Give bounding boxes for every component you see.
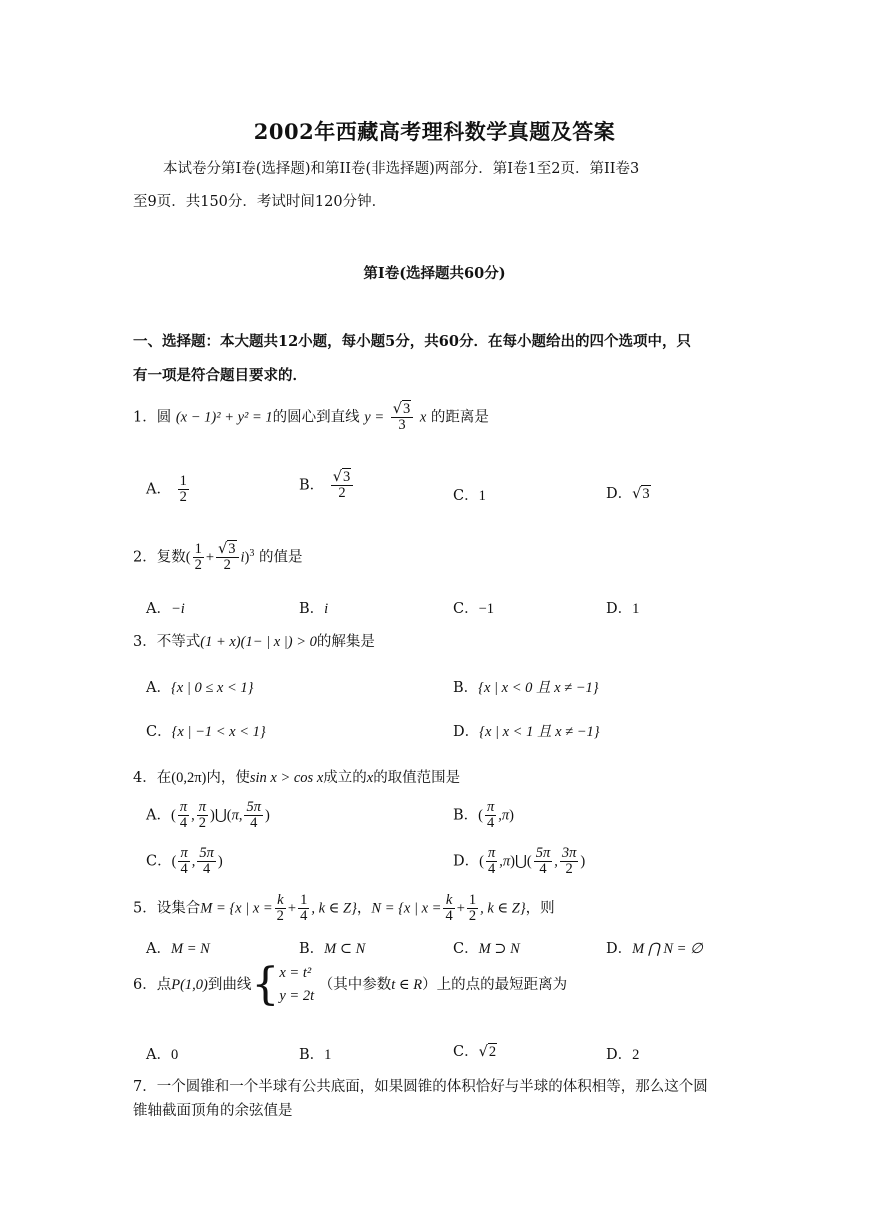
frac-num: π bbox=[179, 799, 188, 815]
frac-den: 2 bbox=[338, 485, 346, 502]
option-text: 0 bbox=[170, 1047, 179, 1063]
option-label: B． bbox=[299, 1047, 325, 1063]
q3-option-d bbox=[453, 720, 600, 741]
math-expression: M = {x | x = bbox=[200, 900, 273, 917]
option-label: C． bbox=[453, 1044, 479, 1060]
frac-num: 1 bbox=[194, 541, 202, 557]
frac-den: 4 bbox=[250, 815, 258, 832]
option-label: A． bbox=[146, 601, 171, 617]
option-text: M ⊂ N bbox=[324, 941, 366, 957]
stem-text: 成立的 bbox=[323, 770, 367, 786]
question-7-line-2: 锥轴截面顶角的余弦值是 bbox=[133, 1103, 293, 1119]
q2-option-c bbox=[453, 597, 494, 618]
question-number: 2． bbox=[133, 549, 157, 566]
option-label: A． bbox=[146, 807, 171, 824]
option-text: M ⋂ N = ∅ bbox=[632, 941, 703, 957]
option-text: M ⊃ N bbox=[478, 941, 520, 957]
stem-text: 设集合 bbox=[156, 900, 201, 917]
option-label: C． bbox=[453, 488, 479, 504]
frac-num: π bbox=[487, 799, 495, 815]
q4-option-a: A．( $\frac{\pi}{4}$ , $\frac{\pi}{2}$ )⋃(π, $\frac{5\pi}{4}$ ) bbox=[146, 799, 270, 832]
fraction: $\frac{√3}{3}$ bbox=[391, 402, 414, 433]
frac-den: 2 bbox=[565, 861, 573, 878]
q6-option-c: C．√2 bbox=[453, 1044, 497, 1060]
math-expression: y = bbox=[364, 409, 385, 426]
option-label: C． bbox=[146, 853, 172, 870]
option-text: M = N bbox=[170, 941, 210, 957]
q1-option-d: D．√3 bbox=[606, 486, 650, 502]
stem-text: 点 bbox=[156, 977, 172, 994]
question-2-stem: 2．复数( $\frac{1}{2}$ + $\frac{√3}{2}$ i)$^3$ 的值是 bbox=[133, 541, 303, 574]
question-number: 6． bbox=[133, 977, 157, 994]
fraction bbox=[193, 542, 204, 573]
frac-num: 5π bbox=[246, 799, 261, 815]
fraction bbox=[486, 846, 497, 877]
fraction bbox=[197, 800, 208, 831]
q3-option-a bbox=[146, 676, 253, 697]
math-variable: π bbox=[502, 853, 511, 870]
math-expression: (x − 1)² + y² = 1 bbox=[175, 409, 273, 426]
option-label: A． bbox=[146, 941, 171, 957]
question-5-stem: 5．设集合M = {x | x = $\frac{k}{2}$ + $\frac{1}{4}$ , k ∈ Z}，N = {x | x = $\frac{k}{4}$ + $\frac{1}{2}$ , k ∈ Z}，则 bbox=[133, 892, 555, 925]
question-6-stem bbox=[133, 959, 568, 1011]
frac-num: k bbox=[443, 893, 454, 909]
section-title: 第Ⅰ卷(选择题共60分) bbox=[363, 265, 506, 282]
fraction bbox=[178, 846, 189, 877]
stem-text: 的圆心到直线 bbox=[272, 409, 360, 426]
frac-den: 2 bbox=[179, 489, 187, 506]
stem-text: 复数 bbox=[156, 549, 186, 566]
fraction: $\frac{√3}{2}$ bbox=[216, 542, 239, 573]
math-expression: , k ∈ Z} bbox=[311, 900, 357, 917]
frac-den: 3 bbox=[398, 417, 406, 434]
option-text: 1 bbox=[478, 488, 486, 504]
option-label: D． bbox=[606, 601, 633, 617]
fraction bbox=[244, 800, 263, 831]
frac-den: 4 bbox=[445, 908, 453, 925]
frac-num: 3 bbox=[228, 541, 236, 557]
fraction bbox=[178, 800, 189, 831]
question-number: 7． bbox=[133, 1079, 157, 1095]
option-label: B． bbox=[299, 601, 325, 617]
instructions-line-2: 有一项是符合题目要求的． bbox=[133, 367, 307, 384]
question-number: 5． bbox=[133, 900, 157, 917]
frac-den: 2 bbox=[223, 557, 231, 574]
stem-text: （其中参数 bbox=[318, 977, 392, 994]
q1-option-c bbox=[453, 484, 486, 505]
q3-option-b bbox=[453, 676, 599, 697]
fraction bbox=[197, 846, 216, 877]
math-expression: (1 + x)(1− | x |) > 0 bbox=[200, 634, 317, 650]
frac-den: 4 bbox=[300, 908, 308, 925]
intro-line-1: 本试卷分第Ⅰ卷(选择题)和第II卷(非选择题)两部分．第Ⅰ卷1至2页．第II卷3 bbox=[163, 161, 640, 177]
frac-den: 2 bbox=[276, 908, 284, 925]
equation-line: x = t² bbox=[279, 965, 312, 981]
page-title: 2002年西藏高考理科数学真题及答案 bbox=[253, 119, 616, 144]
q6-option-d bbox=[606, 1043, 639, 1064]
option-text: {x | x < 1 且 x ≠ −1} bbox=[479, 724, 600, 740]
fraction bbox=[467, 893, 478, 924]
q2-option-a bbox=[146, 597, 185, 618]
option-text: {x | −1 < x < 1} bbox=[171, 724, 266, 740]
frac-den: 2 bbox=[198, 815, 206, 832]
option-label: C． bbox=[146, 724, 172, 740]
option-label: C． bbox=[453, 601, 479, 617]
stem-text: 到曲线 bbox=[207, 977, 252, 994]
left-brace: { bbox=[251, 959, 280, 1011]
q5-option-d bbox=[606, 937, 703, 958]
frac-den: 2 bbox=[468, 908, 477, 925]
math-variable: π bbox=[231, 807, 239, 824]
option-text: 1 bbox=[324, 1047, 332, 1063]
frac-num: 3π bbox=[561, 845, 577, 861]
frac-den: 4 bbox=[487, 815, 495, 832]
math-variable: i bbox=[240, 549, 245, 566]
equation-line: y = 2t bbox=[279, 988, 315, 1005]
question-7-line-1 bbox=[133, 1075, 708, 1096]
q4-option-d: D．( $\frac{\pi}{4}$ ,π)⋃( $\frac{5\pi}{4}$ , $\frac{3\pi}{2}$ ) bbox=[453, 845, 586, 878]
fraction bbox=[534, 846, 553, 877]
stem-text: 的距离是 bbox=[430, 409, 489, 426]
option-label: D． bbox=[606, 486, 633, 502]
fraction bbox=[560, 846, 579, 877]
q2-option-b bbox=[299, 597, 328, 618]
frac-num: 3 bbox=[343, 469, 351, 485]
q4-option-c: C．( $\frac{\pi}{4}$ , $\frac{5\pi}{4}$ ) bbox=[146, 845, 223, 878]
question-number: 4． bbox=[133, 770, 157, 786]
option-text: 2 bbox=[632, 1047, 640, 1063]
option-label: D． bbox=[453, 853, 480, 870]
frac-num: π bbox=[180, 845, 188, 861]
stem-text: 内，使 bbox=[206, 770, 250, 786]
option-text: 2 bbox=[488, 1044, 497, 1060]
option-text: 3 bbox=[642, 486, 650, 502]
option-text: −i bbox=[170, 601, 185, 617]
stem-text: 的取值范围是 bbox=[373, 770, 461, 786]
frac-den: 4 bbox=[539, 861, 547, 878]
frac-den: 2 bbox=[194, 557, 202, 574]
stem-text: ）上的点的最短距离为 bbox=[422, 977, 568, 994]
fraction: $\frac{√3}{2}$ bbox=[331, 470, 354, 501]
option-label: A． bbox=[146, 481, 171, 498]
fraction bbox=[178, 474, 189, 505]
question-3-stem bbox=[133, 630, 375, 651]
equation-system bbox=[279, 962, 314, 1008]
frac-num: 5π bbox=[535, 845, 551, 861]
q3-option-c bbox=[146, 720, 266, 741]
frac-num: 3 bbox=[403, 401, 411, 417]
math-expression: P(1,0) bbox=[171, 977, 208, 994]
option-label: A． bbox=[146, 1047, 171, 1063]
math-expression: , k ∈ Z} bbox=[480, 900, 526, 917]
option-label: B． bbox=[453, 680, 479, 696]
question-1-stem bbox=[133, 402, 489, 433]
frac-den: 4 bbox=[180, 861, 188, 878]
union-symbol: ⋃ bbox=[514, 853, 527, 870]
option-label: D． bbox=[606, 941, 633, 957]
math-expression: (0,2π) bbox=[171, 770, 207, 786]
frac-num: 5π bbox=[199, 845, 214, 861]
frac-den: 4 bbox=[202, 861, 211, 878]
math-expression: sin x > cos x bbox=[249, 770, 324, 786]
frac-num: 1 bbox=[468, 892, 477, 908]
stem-text: ，则 bbox=[525, 900, 555, 917]
union-symbol: ⋃ bbox=[214, 807, 227, 824]
option-text: {x | x < 0 且 x ≠ −1} bbox=[478, 680, 599, 696]
intro-line-2: 至9页．共150分．考试时间120分钟． bbox=[133, 194, 387, 210]
q2-option-d bbox=[606, 597, 639, 618]
fraction bbox=[443, 893, 454, 924]
fraction bbox=[298, 893, 309, 924]
instructions-line-1: 一、选择题：本大题共12小题，每小题5分，共60分．在每小题给出的四个选项中，只 bbox=[133, 333, 691, 350]
option-label: D． bbox=[453, 724, 480, 740]
stem-text: ， bbox=[356, 900, 372, 917]
frac-num: k bbox=[275, 893, 286, 909]
q6-option-a bbox=[146, 1043, 178, 1064]
math-variable: x bbox=[419, 409, 427, 426]
option-label: B． bbox=[453, 807, 479, 824]
option-text: {x | 0 ≤ x < 1} bbox=[170, 680, 254, 696]
fraction bbox=[485, 800, 496, 831]
option-label: B． bbox=[299, 941, 325, 957]
question-number: 3． bbox=[133, 634, 157, 650]
stem-text: 在 bbox=[156, 770, 172, 786]
frac-num: 1 bbox=[300, 892, 308, 908]
math-expression: N = {x | x = bbox=[371, 900, 442, 917]
frac-num: 1 bbox=[179, 473, 187, 489]
stem-text: 圆 bbox=[156, 409, 172, 426]
question-4-stem bbox=[133, 766, 460, 787]
question-number: 1． bbox=[133, 409, 157, 426]
math-expression: t ∈ R bbox=[391, 977, 423, 994]
math-variable: π bbox=[501, 807, 510, 824]
option-text: −1 bbox=[478, 601, 495, 617]
option-label: C． bbox=[453, 941, 479, 957]
q5-option-b bbox=[299, 937, 365, 958]
frac-num: π bbox=[487, 845, 496, 861]
option-text: i bbox=[324, 601, 329, 617]
frac-num: π bbox=[198, 799, 206, 815]
frac-den: 4 bbox=[487, 861, 496, 878]
q6-option-b bbox=[299, 1043, 331, 1064]
q1-option-a bbox=[146, 474, 191, 505]
option-label: D． bbox=[606, 1047, 633, 1063]
stem-text: 一个圆锥和一个半球有公共底面，如果圆锥的体积恰好与半球的体积相等，那么这个圆 bbox=[156, 1079, 708, 1095]
q4-option-b: B．( $\frac{\pi}{4}$ ,π) bbox=[453, 799, 514, 832]
fraction bbox=[275, 893, 286, 924]
stem-text: 的值是 bbox=[259, 549, 303, 566]
option-label: B． bbox=[299, 477, 325, 494]
stem-text: 不等式 bbox=[156, 634, 201, 650]
q5-option-a bbox=[146, 937, 210, 958]
stem-text: 的解集是 bbox=[316, 634, 375, 650]
exponent: 3 bbox=[249, 547, 255, 559]
math-variable: x bbox=[366, 770, 374, 786]
q1-option-b bbox=[299, 470, 355, 501]
option-label: A． bbox=[146, 680, 171, 696]
option-text: 1 bbox=[632, 601, 640, 617]
q5-option-c bbox=[453, 937, 520, 958]
frac-den: 4 bbox=[179, 815, 188, 832]
